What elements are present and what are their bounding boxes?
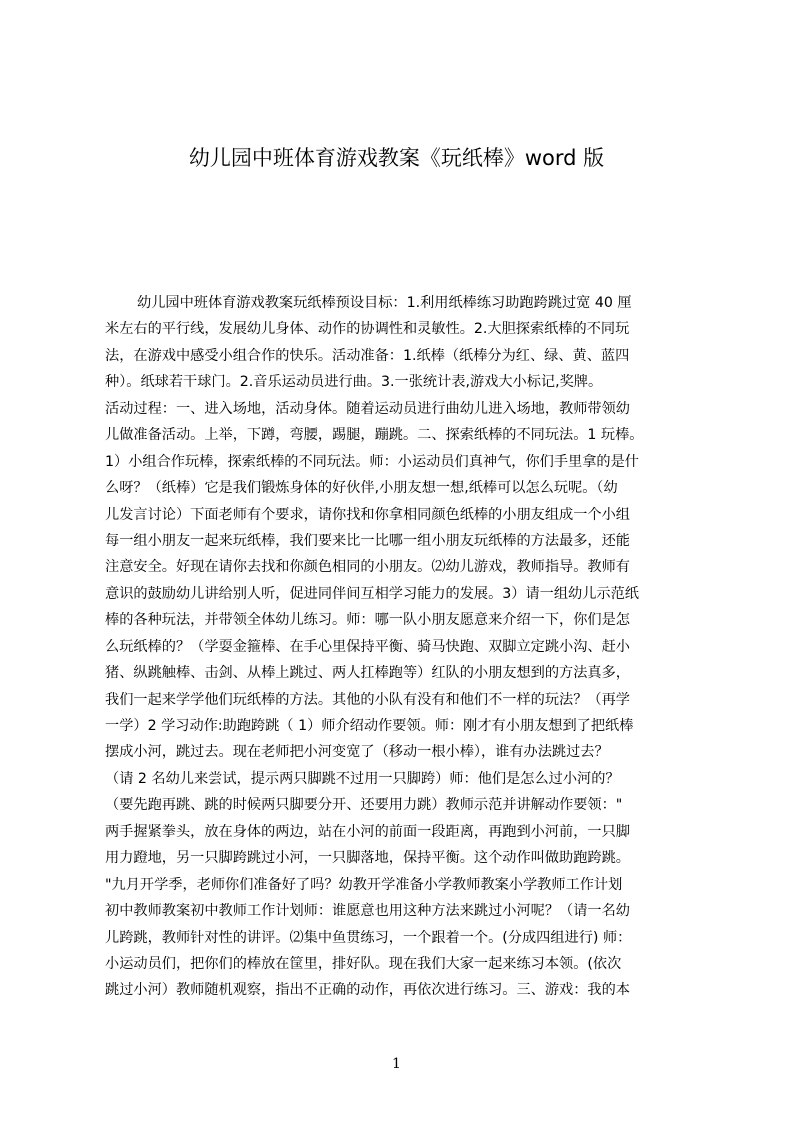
text-line: 么呀？（纸棒）它是我们锻炼身体的好伙伴,小朋友想一想,纸棒可以怎么玩呢。（幼 — [105, 480, 618, 497]
text-line: 两手握紧拳头，放在身体的两边，站在小河的前面一段距离，再跑到小河前，一只脚 — [105, 823, 630, 840]
text-line: 每一组小朋友一起来玩纸棒，我们要来比一比哪一组小朋友玩纸棒的方法最多，还能 — [105, 532, 630, 549]
text-line: 儿做准备活动。上举，下蹲，弯腰，踢腿，蹦跳。二、探索纸棒的不同玩法。1 玩棒。 — [105, 427, 644, 444]
text-line: 种）。纸球若干球门。2.音乐运动员进行曲。3.一张统计表,游戏大小标记,奖牌。 — [105, 374, 603, 391]
text-line: 摆成小河，跳过去。现在老师把小河变宽了（移动一根小棒），谁有办法跳过去？ — [105, 744, 609, 761]
body-paragraph — [105, 290, 700, 999]
text-line: 用力蹬地，另一只脚跨跳过小河，一只脚落地，保持平衡。这个动作叫做助跑跨跳。 — [105, 850, 630, 867]
text-line: 注意安全。好现在请你去找和你颜色相同的小朋友。⑵幼儿游戏，教师指导。教师有 — [105, 559, 630, 576]
text-line: 儿发言讨论）下面老师有个要求，请你找和你拿相同颜色纸棒的小朋友组成一个小组 — [105, 506, 630, 523]
text-line: （请 2 名幼儿来尝试，提示两只脚跳不过用一只脚跨）师：他们是怎么过小河的？ — [105, 770, 620, 787]
text-line: 我们一起来学学他们玩纸棒的方法。其他的小队有没有和他们不一样的玩法？（再学 — [105, 691, 630, 708]
text-line: 跳过小河）教师随机观察，指出不正确的动作，再依次进行练习。三、游戏：我的本 — [105, 982, 630, 999]
text-line: 1）小组合作玩棒，探索纸棒的不同玩法。师：小运动员们真神气，你们手里拿的是什 — [105, 453, 639, 470]
text-line: 一学）2 学习动作:助跑跨跳（ 1）师介绍动作要领。师：刚才有小朋友想到了把纸棒 — [105, 718, 634, 734]
text-line: 活动过程：一、进入场地，活动身体。随着运动员进行曲幼儿进入场地，教师带领幼 — [105, 400, 630, 417]
page-number: 1 — [392, 1056, 401, 1072]
text-line: 幼儿园中班体育游戏教案玩纸棒预设目标：1.利用纸棒练习助跑跨跳过宽 40 厘 — [137, 295, 632, 311]
document-title: 幼儿园中班体育游戏教案《玩纸棒》word 版 — [188, 146, 605, 170]
text-line: 意识的鼓励幼儿讲给别人听，促进同伴间互相学习能力的发展。3）请一组幼儿示范纸 — [105, 585, 639, 602]
text-line: 米左右的平行线，发展幼儿身体、动作的协调性和灵敏性。2.大胆探索纸棒的不同玩 — [105, 321, 630, 338]
text-line: （要先跑再跳、跳的时候两只脚要分开、还要用力跳）教师示范并讲解动作要领：" — [105, 797, 623, 814]
text-line: 法，在游戏中感受小组合作的快乐。活动准备：1.纸棒（纸棒分为红、绿、黄、蓝四 — [105, 347, 630, 364]
text-line: 儿跨跳，教师针对性的讲评。⑵集中鱼贯练习，一个跟着一个。(分成四组进行) 师： — [105, 929, 632, 946]
text-line: 棒的各种玩法，并带领全体幼儿练习。师：哪一队小朋友愿意来介绍一下，你们是怎 — [105, 612, 630, 629]
text-line: 猪、纵跳触棒、击剑、从棒上跳过、两人扛棒跑等）红队的小朋友想到的方法真多， — [105, 665, 630, 682]
text-line: 么玩纸棒的？（学耍金箍棒、在手心里保持平衡、骑马快跑、双脚立定跳小沟、赶小 — [105, 638, 630, 655]
text-line: "九月开学季，老师你们准备好了吗？幼教开学准备小学教师教案小学教师工作计划 — [105, 876, 623, 893]
text-line: 初中教师教案初中教师工作计划师：谁愿意也用这种方法来跳过小河呢？（请一名幼 — [105, 903, 630, 920]
text-line: 小运动员们，把你们的棒放在筐里，排好队。现在我们大家一起来练习本领。(依次 — [105, 955, 622, 972]
